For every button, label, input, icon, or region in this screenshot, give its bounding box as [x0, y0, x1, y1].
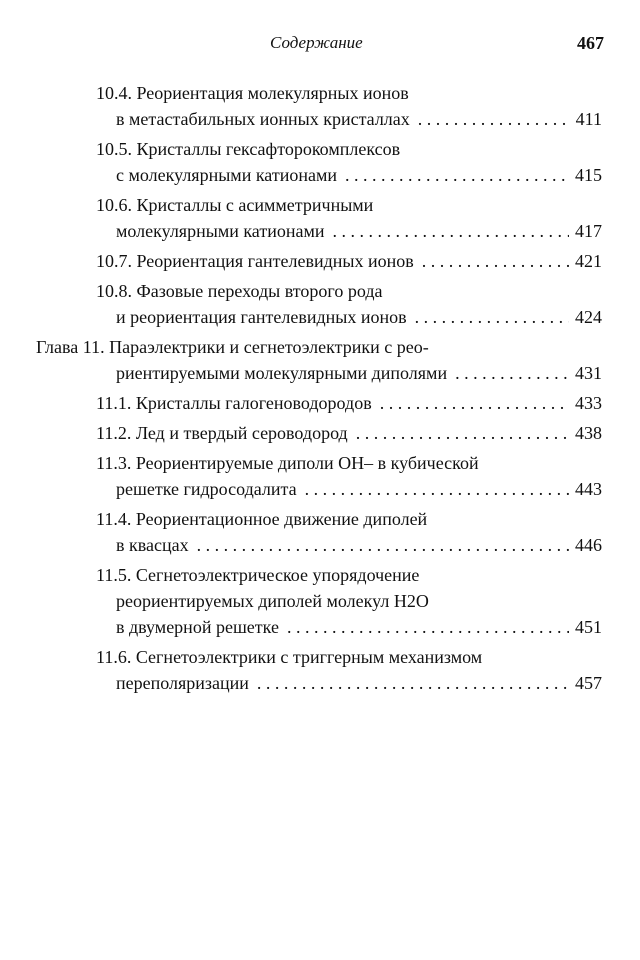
toc-entry-11-6[interactable]	[0, 644, 640, 696]
toc-entry-10-7[interactable]	[0, 248, 640, 274]
toc-entry-title: в метастабильных ионных кристаллах	[116, 109, 410, 129]
toc-entry-title: 11.2. Лед и твердый сероводород	[96, 423, 348, 443]
toc-page-number: 443	[575, 479, 602, 499]
toc-entry-title: 11.6. Сегнетоэлектрики с триггерным механизмом	[96, 647, 483, 667]
dot-leader	[305, 476, 569, 502]
toc-entry-title: и реориентация гантелевидных ионов	[116, 307, 407, 327]
toc-entry-title: молекулярными катионами	[116, 221, 325, 241]
dot-leader	[345, 162, 569, 188]
toc-page-number: 421	[575, 251, 602, 271]
dot-leader	[332, 218, 569, 244]
dot-leader	[422, 248, 569, 274]
toc-page-number: 446	[575, 535, 602, 555]
toc-entry-10-6[interactable]	[0, 192, 640, 244]
toc-entry-11-1[interactable]	[0, 390, 640, 416]
dot-leader	[287, 614, 569, 640]
page-number: 467	[577, 33, 604, 53]
toc-entry-11-2[interactable]	[0, 420, 640, 446]
toc-entry-title: в квасцах	[116, 535, 189, 555]
toc-entry-11-3[interactable]	[0, 450, 640, 502]
toc-entry-title: с молекулярными катионами	[116, 165, 337, 185]
toc-entry-title: 10.4. Реориентация молекулярных ионов	[96, 83, 409, 103]
toc-entry-title: 11.5. Сегнетоэлектрическое упорядочение	[96, 565, 420, 585]
toc-entry-title: переполяризации	[116, 673, 249, 693]
toc-page-number: 424	[575, 307, 602, 327]
toc-entry-10-8[interactable]	[0, 278, 640, 330]
toc-entry-chapter-11[interactable]	[0, 334, 640, 386]
toc-page-number: 417	[575, 221, 602, 241]
toc-page-number: 431	[575, 363, 602, 383]
toc-page-number: 415	[575, 165, 602, 185]
toc-page-number: 457	[575, 673, 602, 693]
running-head	[0, 33, 640, 59]
toc-entry-title: риентируемыми молекулярными диполями	[116, 363, 448, 383]
toc-entry-title: 11.3. Реориентируемые диполи OH– в кубической	[96, 453, 479, 473]
toc-page-number: 438	[575, 423, 602, 443]
toc-page-number: 433	[575, 393, 602, 413]
dot-leader	[257, 670, 569, 696]
toc-entry-title: 11.1. Кристаллы галогеноводородов	[96, 393, 372, 413]
table-of-contents	[0, 80, 640, 700]
toc-entry-10-5[interactable]	[0, 136, 640, 188]
toc-entry-title: реориентируемых диполей молекул H2O	[116, 591, 429, 611]
toc-entry-title: 10.6. Кристаллы с асимметричными	[96, 195, 374, 215]
toc-page-number: 451	[575, 617, 602, 637]
dot-leader	[455, 360, 569, 386]
toc-entry-10-4[interactable]	[0, 80, 640, 132]
toc-entry-11-4[interactable]	[0, 506, 640, 558]
toc-page-number: 411	[575, 109, 602, 129]
toc-entry-title: 11.4. Реориентационное движение диполей	[96, 509, 428, 529]
dot-leader	[380, 390, 569, 416]
dot-leader	[197, 532, 569, 558]
running-title: Содержание	[270, 33, 363, 52]
toc-entry-title: в двумерной решетке	[116, 617, 279, 637]
toc-entry-11-5[interactable]	[0, 562, 640, 640]
dot-leader	[356, 420, 569, 446]
toc-entry-title: Глава 11. Параэлектрики и сегнетоэлектрики с рео-	[36, 337, 429, 357]
dot-leader	[418, 106, 570, 132]
toc-entry-title: 10.8. Фазовые переходы второго рода	[96, 281, 383, 301]
toc-entry-title: решетке гидросодалита	[116, 479, 297, 499]
toc-entry-title: 10.5. Кристаллы гексафторокомплексов	[96, 139, 401, 159]
dot-leader	[415, 304, 569, 330]
toc-entry-title: 10.7. Реориентация гантелевидных ионов	[96, 251, 414, 271]
